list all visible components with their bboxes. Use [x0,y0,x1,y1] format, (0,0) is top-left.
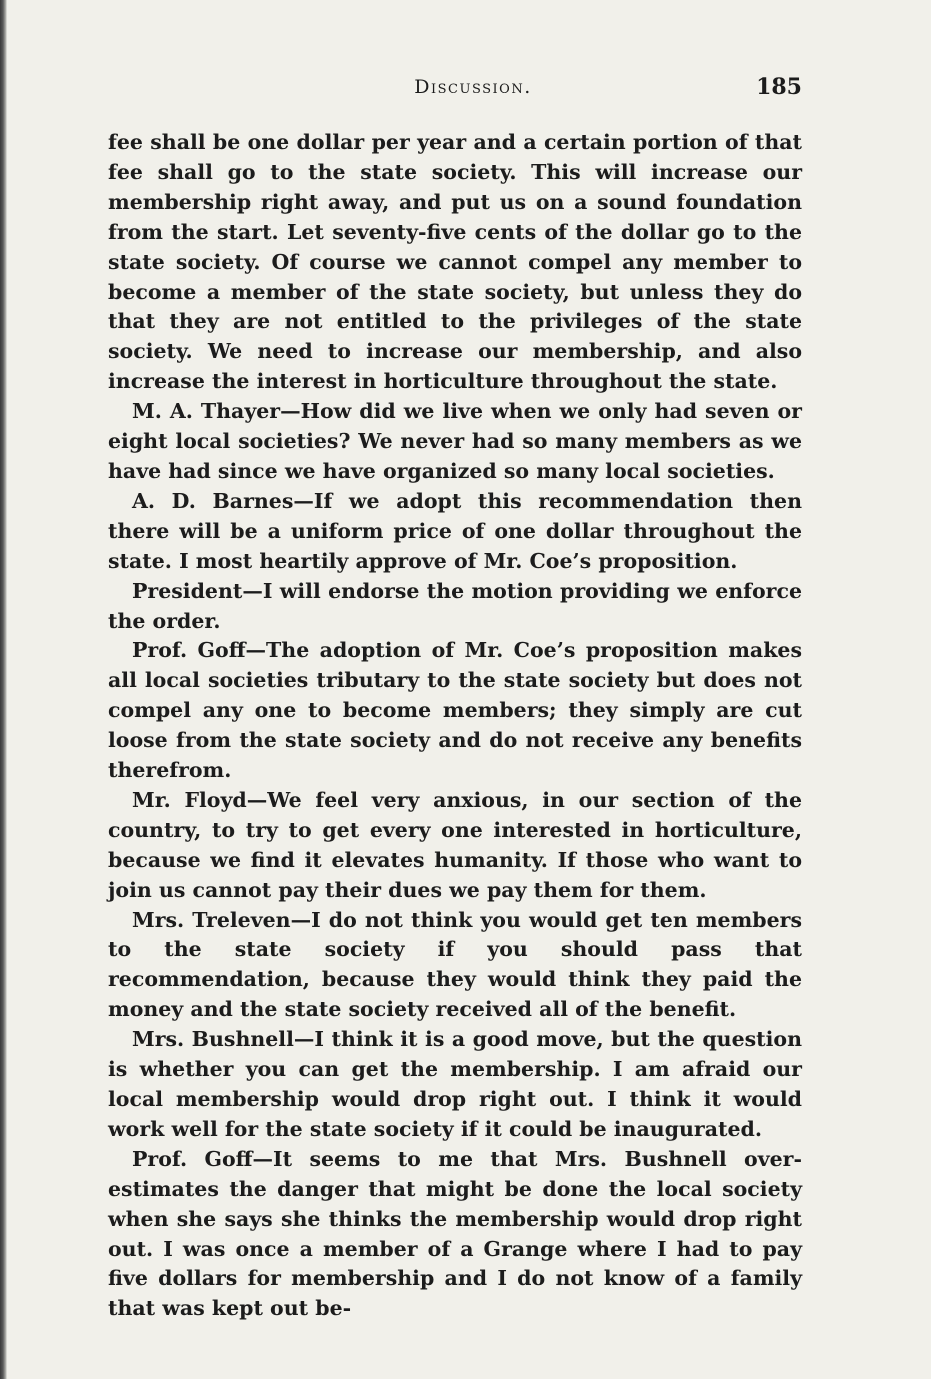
running-head: Discussion. [414,76,532,98]
page-number: 185 [756,74,802,100]
paragraph-continued: fee shall be one dollar per year and a certain portion of that fee shall go to the state society. This will increase our membership right away, and put us on a sound foundation from the start. Let seventy-five cents of the dollar go to the state society. Of course we cannot compel any member to become a member of the state society, but unless they do that they are not entitled to the privileges of the state society. We need to increase our membership, and also increase the interest in horticulture throughout the state. [108,130,802,394]
paragraph-president: President—I will endorse the motion providing we enforce the order. [108,578,802,633]
paragraph-thayer: M. A. Thayer—How did we live when we only had seven or eight local societies? We never had so many members as we have had since we have organized so many local societies. [108,399,802,483]
page-header [108,74,802,104]
paragraph-goff-2: Prof. Goff—It seems to me that Mrs. Bushnell over-estimates the danger that might be done the local society when she says she thinks the membership would drop right out. I was once a member of a Grange where I had to pay five dollars for membership and I do not know of a family that was kept out be- [108,1146,802,1321]
body-text [108,128,802,1324]
paragraph-treleven: Mrs. Treleven—I do not think you would get ten members to the state society if you should pass that recommendation, because they would think they paid the money and the state society received all of the benefit. [108,907,802,1022]
paragraph-barnes: A. D. Barnes—If we adopt this recommendation then there will be a uniform price of one dollar throughout the state. I most heartily approve of Mr. Coe’s proposition. [108,488,802,573]
paragraph-bushnell: Mrs. Bushnell—I think it is a good move, but the question is whether you can get the membership. I am afraid our local membership would drop right out. I think it would work well for the state society if it could be inaugurated. [108,1027,802,1141]
paragraph-floyd: Mr. Floyd—We feel very anxious, in our section of the country, to try to get every one interested in horticulture, because we find it elevates humanity. If those who want to join us cannot pay their dues we pay them for them. [108,787,802,902]
paragraph-goff-1: Prof. Goff—The adoption of Mr. Coe’s proposition makes all local societies tributary to the state society but does not compel any one to become members; they simply are cut loose from the state society and do not receive any benefits therefrom. [108,638,802,783]
page-edge-shadow [0,0,7,1379]
